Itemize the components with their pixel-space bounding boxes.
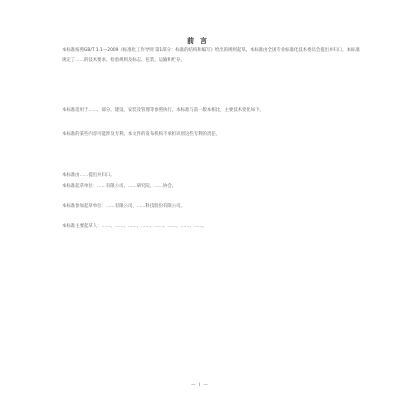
paragraph-3: 本标准的某些内容可能涉及专利。本文件的发布机构不承担识别这些专利的责任。: [62, 132, 221, 137]
paragraph-4: 本标准由……提出并归口。: [62, 173, 115, 178]
paragraph-2: 本标准适用于……，部分、建设、安装及管理等参照执行。本标准与前一版本相比，主要技术变化如下。: [62, 108, 264, 113]
paragraph-7: 本标准主要起草人：……、……、……、……、……、……、……、……。: [62, 224, 207, 229]
paragraph-1: 本标准按照GB/T 1.1—2009《标准化工作导则 第1部分：标准的结构和编写》给出的规则起草。本标准由全国专业标准化技术委员会提出并归口，本标准规定了……的技术要求、检验规则及标志、包装、运输和贮存。: [62, 48, 360, 63]
paragraph-5: 本标准起草单位：……有限公司、……研究院、……协会。: [62, 184, 177, 189]
page-title: 前言: [187, 37, 213, 45]
paragraph-6: 本标准参加起草单位：……有限公司、……科技股份有限公司。: [62, 204, 185, 209]
page-number: — I —: [191, 383, 209, 388]
